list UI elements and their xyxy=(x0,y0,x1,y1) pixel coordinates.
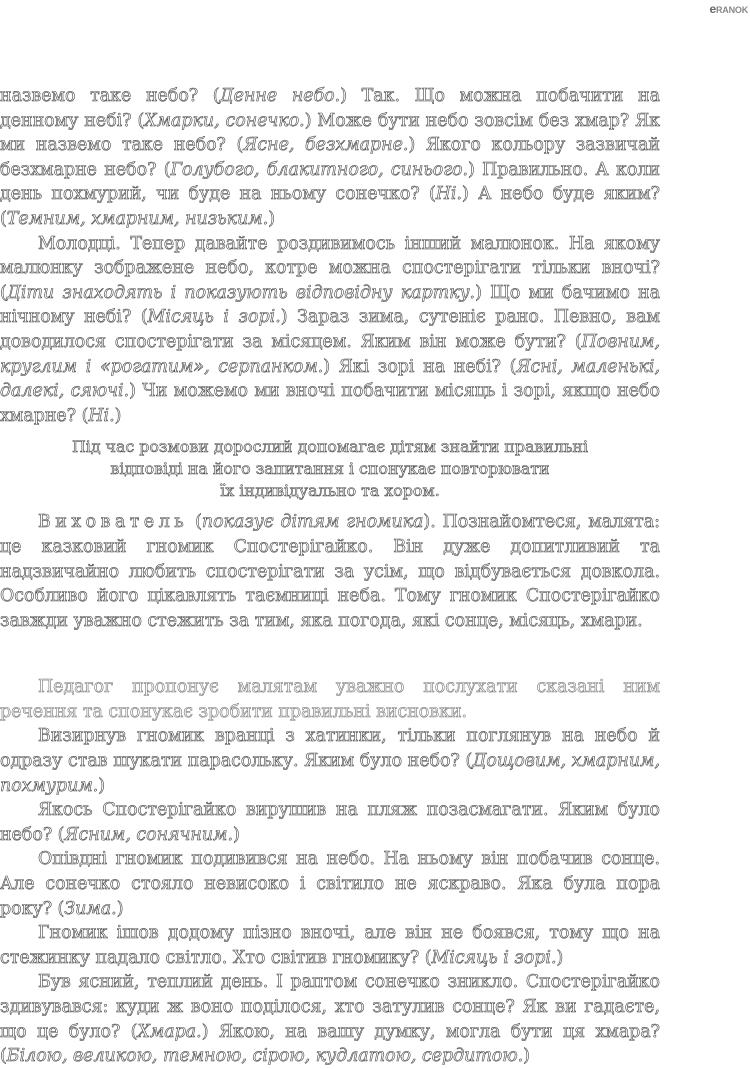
paragraph-riddle-night xyxy=(0,921,660,970)
paragraph-riddle-winter xyxy=(0,847,660,921)
text: ) Зараз зима, сутеніє рано. Певно, вам доводилося спостерігати за місяцем. Яким він може бути? ( xyxy=(0,307,660,352)
note-line: відповіді на його запитання і спонукає повторювати xyxy=(110,459,550,479)
text: ) Якою, на вашу думку, могла бути ця хмара? ( xyxy=(0,1021,661,1067)
paragraph-gnome-intro xyxy=(0,510,660,633)
text: Опівдні гномик подивився на небо. На ньому він побачив сонце. Але сонечко стояло невисоко і світило не яскраво. Яка була пора року? ( xyxy=(0,849,660,919)
speaker-label: Вихователь xyxy=(38,512,189,533)
answer: Хмарки, сонечко. xyxy=(144,110,305,131)
text: ) xyxy=(114,405,122,426)
text: Був ясний, теплий день. І раптом сонечко зникло. Спостерігайко здивувався: куди ж воно поділося, хто затулив сонце? Як ви гадаєте, що це було? ( xyxy=(0,972,660,1042)
answer: Хмара. xyxy=(137,1021,202,1042)
stage-direction: показує дітям гномика xyxy=(201,512,424,533)
text: Якось Спостерігайко вирушив на пляж позасмагати. Яким було небо? ( xyxy=(0,800,660,845)
note-line: їх індивідуально та хором. xyxy=(220,481,440,501)
publisher-logo xyxy=(710,2,748,16)
text: ) Так. Що можна побачити на денному небі? ( xyxy=(0,86,660,131)
answer: Ні. xyxy=(435,184,463,205)
answer: Ні. xyxy=(88,405,115,426)
paragraph-sky-day xyxy=(0,84,660,232)
paragraph-riddle-cloud xyxy=(0,970,660,1068)
text: ) Правильно. А коли день похмурий, чи буде на ньому сонечко? ( xyxy=(0,159,660,205)
text: ) А небо буде яким? ( xyxy=(0,184,660,229)
page-text xyxy=(0,84,660,1069)
answer: Білою, великою, темною, сірою, кудлатою, сердитою. xyxy=(6,1046,524,1067)
answer: Голубого, блакитного, синього. xyxy=(170,159,469,180)
text: ) xyxy=(116,898,124,919)
text: ) xyxy=(556,947,564,968)
text: ) Які зорі на небі? ( xyxy=(323,356,517,377)
text: ) xyxy=(523,1046,530,1067)
answer: Місяць і зорі. xyxy=(431,947,557,968)
text: ) xyxy=(232,824,240,845)
answer: Ясне, безхмарне. xyxy=(243,135,409,156)
paragraph-riddle-rain xyxy=(0,724,660,798)
paragraph-sky-night xyxy=(0,232,660,429)
answer: Зима. xyxy=(64,898,117,919)
text: ) xyxy=(98,775,106,796)
answer: Дощовим, хмарним, похмурим. xyxy=(0,751,660,796)
text: ) Чи можемо ми вночі побачити місяць і зорі, якщо небо хмарне? ( xyxy=(0,381,660,426)
text: ) Що ми бачимо на нічному небі? ( xyxy=(0,282,660,328)
text: Педагог пропонує малятам уважно послухати сказані ним речення та спонукає зробити правильні висновки. xyxy=(0,677,660,722)
answer: Ясним, сонячним. xyxy=(64,824,233,845)
answer: Ясні, маленькі, далекі, сяючі. xyxy=(0,356,660,402)
publisher-logo-mark: e xyxy=(709,2,716,16)
text: Молодці. Тепер давайте роздивимось інший малюнок. На якому малюнку зображене небо, котре можна спостерігати тільки вночі? ( xyxy=(0,233,660,303)
answer: Місяць і зорі. xyxy=(147,307,281,328)
text: Визирнув гномик вранці з хатинки, тільки поглянув на небо й одразу став шукати парасольку. Яким було небо? ( xyxy=(0,726,660,772)
paragraph-riddle-beach xyxy=(0,798,660,847)
answer: Діти знаходять і показують відповідну картку. xyxy=(6,282,476,303)
spacer xyxy=(0,633,660,675)
note-line: Під час розмови дорослий допомагає дітям знайти правильні xyxy=(71,437,589,457)
publisher-logo-text: RANOK xyxy=(716,5,748,15)
answer: Повним, круглим і «рогатим», серпанком. xyxy=(0,331,660,377)
text: ) Якого кольору зазвичай безхмарне небо? ( xyxy=(0,135,661,180)
text: ) Може бути небо зовсім без хмар? Як ми назвемо таке небо? ( xyxy=(0,110,660,156)
text: назвемо таке небо? ( xyxy=(0,86,220,106)
teacher-note xyxy=(0,436,660,502)
text: ) xyxy=(268,208,276,229)
text: ( xyxy=(188,512,202,533)
paragraph-instruction xyxy=(0,675,660,724)
answer: Темним, хмарним, низьким. xyxy=(6,208,269,229)
answer: Денне небо. xyxy=(219,86,341,106)
text: ). Познайомтеся, малята: це казковий гномик Спостерігайко. Він дуже допитливий та надзвичайно любить спостерігати за усім, що відбувається довкола. Особливо його цікавлять таємниці неба. Тому гномик Спостерігайко завжди уважно стежить за тим, яка погода, які сонце, місяць, хмари. xyxy=(0,512,661,631)
text: Гномик ішов додому пізно вночі, але він не боявся, тому що на стежинку падало світло. Хто світив гномику? ( xyxy=(0,923,660,968)
